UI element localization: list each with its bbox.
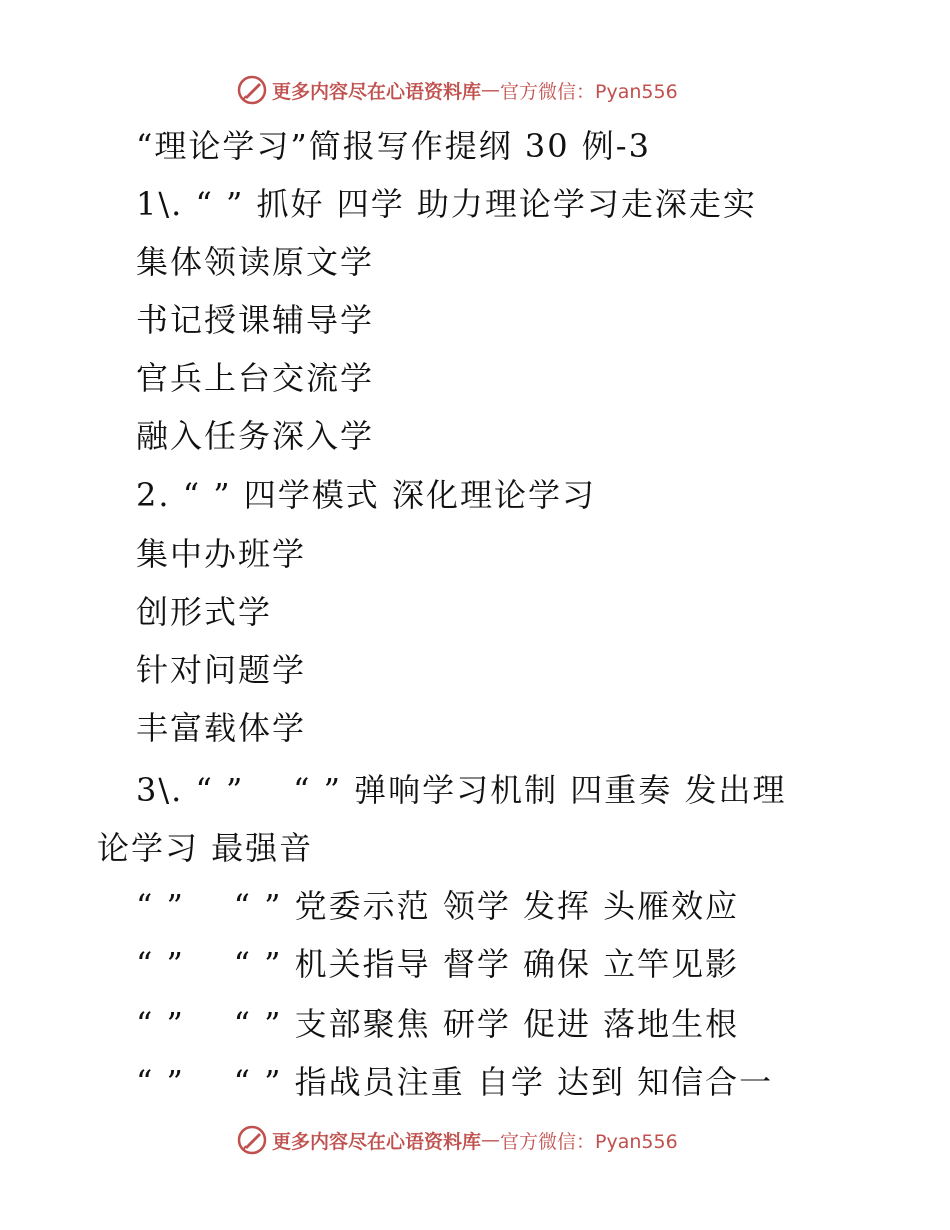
list-item: “ ” “ ” 党委示范 领学 发挥 头雁效应	[136, 887, 740, 925]
quill-logo-icon	[236, 74, 268, 106]
document-title: “理论学习”简报写作提纲 30 例-3	[136, 127, 651, 165]
watermark-wechat: 官方微信：Pyan556	[500, 80, 678, 103]
list-item: 集中办班学	[136, 535, 307, 573]
quill-logo-icon	[236, 1124, 268, 1156]
watermark-text: 更多内容尽在心语资料库	[272, 80, 482, 103]
section-1-heading: 1\. “ ” 抓好 四学 助力理论学习走深走实	[136, 185, 757, 223]
section-3-heading: 3\. “ ” “ ” 弹响学习机制 四重奏 发出理	[136, 771, 787, 809]
list-item: 官兵上台交流学	[136, 359, 375, 397]
list-item: “ ” “ ” 支部聚焦 研学 促进 落地生根	[136, 1005, 740, 1043]
watermark-footer	[236, 1122, 678, 1158]
list-item: 丰富载体学	[136, 709, 307, 747]
section-3-heading-continued: 论学习 最强音	[97, 829, 314, 867]
list-item: 融入任务深入学	[136, 417, 375, 455]
watermark-wechat: 官方微信：Pyan556	[500, 1130, 678, 1153]
list-item: 书记授课辅导学	[136, 301, 375, 339]
watermark-separator: —	[481, 79, 501, 101]
watermark-separator: —	[481, 1129, 501, 1151]
watermark-header	[236, 72, 678, 108]
watermark-text: 更多内容尽在心语资料库	[272, 1130, 482, 1153]
section-2-heading: 2. “ ” 四学模式 深化理论学习	[136, 476, 596, 514]
list-item: “ ” “ ” 指战员注重 自学 达到 知信合一	[136, 1063, 774, 1101]
list-item: “ ” “ ” 机关指导 督学 确保 立竿见影	[136, 945, 740, 983]
list-item: 集体领读原文学	[136, 243, 375, 281]
list-item: 创形式学	[136, 593, 273, 631]
list-item: 针对问题学	[136, 651, 307, 689]
